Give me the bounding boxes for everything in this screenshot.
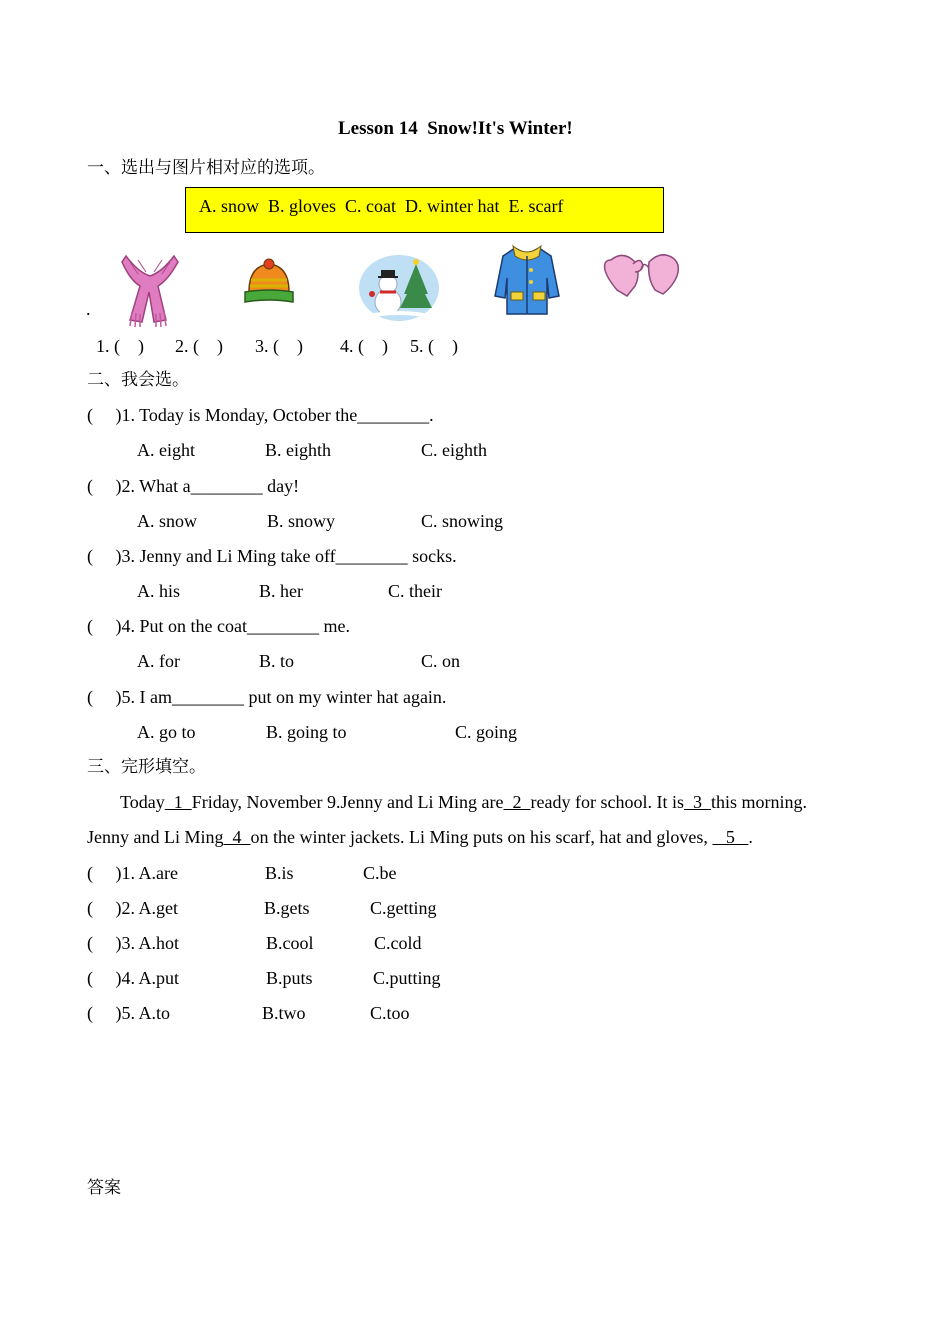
passage-text: ready for school. It is <box>530 792 684 812</box>
answer-heading: 答案 <box>87 1178 121 1198</box>
cloze-option-2: ( )2. A.get <box>87 898 178 918</box>
choice-option-c: C. snowing <box>421 511 504 531</box>
cloze-option-3: ( )3. A.hot <box>87 933 179 953</box>
choice-option-a: A. for <box>137 651 180 671</box>
cloze-option-b: B.two <box>262 1003 306 1023</box>
page-title: Lesson 14 Snow!It's Winter! <box>338 118 573 139</box>
word-bank-box <box>185 187 664 233</box>
choice-option-a: A. snow <box>137 511 198 531</box>
choice-question-5: ( )5. I am________ put on my winter hat again. <box>87 687 447 707</box>
cloze-option-c: C.be <box>363 863 397 883</box>
blank-5: 5 <box>712 827 749 847</box>
cloze-passage-line-2 <box>87 826 753 848</box>
picture-answer-1[interactable]: 1. ( ) <box>96 336 144 356</box>
winter-hat-picture <box>243 258 295 308</box>
choice-option-c: C. on <box>421 651 461 671</box>
section3-heading: 三、完形填空。 <box>87 757 206 777</box>
choice-option-b: B. snowy <box>267 511 336 531</box>
blank-1: 1 <box>164 792 192 812</box>
choice-option-c: C. eighth <box>421 440 487 460</box>
section1-heading: 一、选出与图片相对应的选项。 <box>87 158 325 178</box>
passage-text: Jenny and Li Ming <box>87 827 224 847</box>
word-bank-text: A. snow B. gloves C. coat D. winter hat E. scarf <box>199 196 564 216</box>
cloze-option-5: ( )5. A.to <box>87 1003 170 1023</box>
cloze-option-c: C.putting <box>373 968 441 988</box>
cloze-option-b: B.is <box>265 863 294 883</box>
blank-3: 3 <box>683 792 711 812</box>
blank-4: 4 <box>223 827 251 847</box>
passage-text: Friday, November 9.Jenny and Li Ming are <box>191 792 504 812</box>
cloze-option-c: C.too <box>370 1003 410 1023</box>
cloze-option-b: B.cool <box>266 933 314 953</box>
choice-question-1: ( )1. Today is Monday, October the________. <box>87 405 434 425</box>
choice-option-b: B. to <box>259 651 295 671</box>
choice-option-a: A. eight <box>137 440 195 460</box>
picture-answer-2[interactable]: 2. ( ) <box>175 336 223 356</box>
choice-option-c: C. going <box>455 722 518 742</box>
cloze-option-c: C.getting <box>370 898 437 918</box>
cloze-option-c: C.cold <box>374 933 422 953</box>
passage-text: this morning. <box>710 792 807 812</box>
passage-text: . <box>748 827 753 847</box>
choice-question-4: ( )4. Put on the coat________ me. <box>87 616 350 636</box>
picture-answer-3[interactable]: 3. ( ) <box>255 336 303 356</box>
blank-2: 2 <box>503 792 531 812</box>
picture-answer-5[interactable]: 5. ( ) <box>410 336 458 356</box>
cloze-option-1: ( )1. A.are <box>87 863 178 883</box>
choice-option-c: C. their <box>388 581 442 601</box>
cloze-option-b: B.gets <box>264 898 310 918</box>
cloze-option-4: ( )4. A.put <box>87 968 179 988</box>
stray-dot: . <box>86 299 91 319</box>
cloze-passage-line-1 <box>120 791 807 813</box>
gloves-picture <box>603 250 687 300</box>
choice-option-a: A. go to <box>137 722 196 742</box>
section2-heading: 二、我会选。 <box>87 370 189 390</box>
snowman-picture <box>358 250 440 322</box>
coat-picture <box>493 242 561 318</box>
passage-text: Today <box>120 792 165 812</box>
choice-option-a: A. his <box>137 581 181 601</box>
cloze-option-b: B.puts <box>266 968 313 988</box>
choice-question-2: ( )2. What a________ day! <box>87 476 300 496</box>
choice-option-b: B. her <box>259 581 303 601</box>
passage-text: on the winter jackets. Li Ming puts on his scarf, hat and gloves, <box>250 827 713 847</box>
choice-option-b: B. eighth <box>265 440 331 460</box>
scarf-picture <box>118 252 182 328</box>
choice-option-b: B. going to <box>266 722 347 742</box>
picture-answer-4[interactable]: 4. ( ) <box>340 336 388 356</box>
choice-question-3: ( )3. Jenny and Li Ming take off________ socks. <box>87 546 457 566</box>
